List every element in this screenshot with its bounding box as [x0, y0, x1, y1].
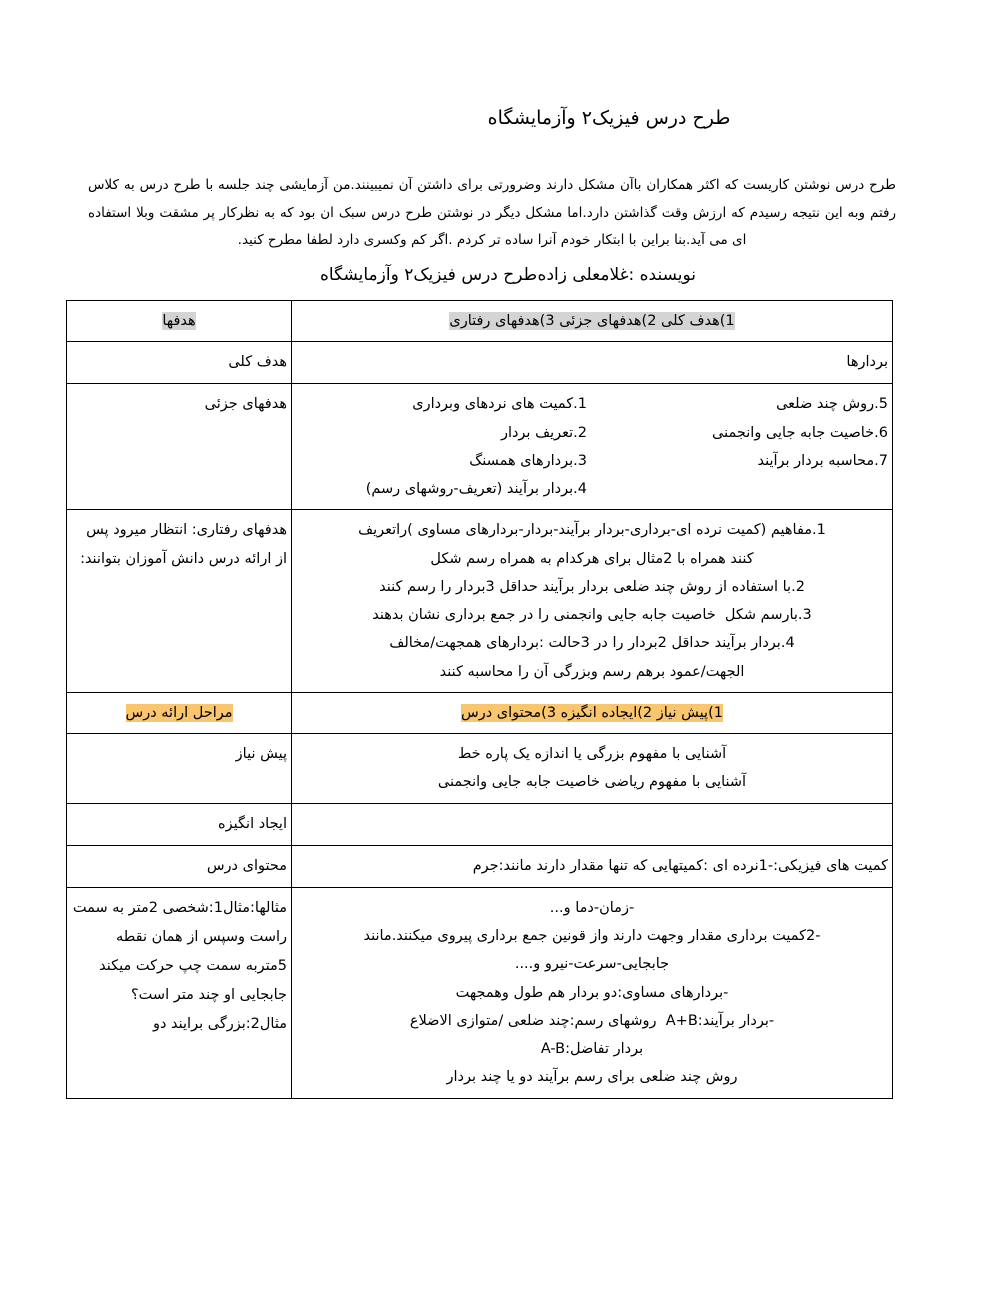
cell-examples-label [67, 887, 292, 1098]
cell-behavioral-goals-label [67, 510, 292, 693]
table-row-general-goal [67, 342, 893, 384]
subtitle-author-line [300, 262, 896, 289]
behavioral-goal-line: 1.مفاهیم (کمیت نرده ای-برداری-بردار برآیند-بردار-بردارهای مساوی )راتعریف [358, 522, 826, 539]
content-body-line: روش چند ضلعی برای رسم برآیند دو یا چند بردار [446, 1069, 738, 1086]
table-row-prerequisite [67, 734, 893, 804]
behavioral-goal-line: 2.با استفاده از روش چند ضلعی بردار برآیند حداقل 3بردار را رسم کنند [379, 578, 805, 595]
content-body-line: -2کمیت برداری مقدار وجهت دارند واز قونین جمع برداری پیروی میکنند.مانند [363, 927, 821, 944]
partial-goal-item: 4.بردار برآیند (تعریف-روشهای رسم) [365, 481, 587, 498]
cell-goals-header-label [67, 301, 292, 342]
table-row-stages [67, 692, 893, 733]
cell-behavioral-goals-content [292, 510, 893, 693]
example-line: به سمت راست وسپس از [72, 899, 287, 945]
content-body-line: -بردارهای مساوی:دو بردار هم طول وهمجهت [455, 984, 729, 1001]
intro-paragraph: طرح درس نوشتن کاریست که اکثر همکاران باآن مشکل دارند وضرورتی برای داشتن آن نمیبینند.من آزمایشی چند جلسه با طرح درس به کلاس رفتم وبه این نتیجه رسیدم که ارزش وقت گذاشتن دارد.اما مشکل دیگر در نوشتن طرح درس سبک ان بود که به نظرکار پر مشقت وبلا استفاده ای می آید.بنا براین با ابتکار خودم آنرا ساده تر کردم .اگر کم وکسری دارد لطفا مطرح کنید. [88, 177, 896, 249]
behavioral-goals-label-line: هدفهای رفتاری: انتظار میرود [113, 522, 287, 539]
partial-goal-item: 6.خاصیت جابه جایی وانجمنی [712, 424, 888, 441]
prerequisite-label: پیش نیاز [235, 746, 287, 763]
cell-partial-goals-label [67, 384, 292, 510]
example-line: مثال2:بزرگی برایند دو [152, 1015, 287, 1032]
motivation-label: ایجاد انگیزه [218, 815, 287, 832]
behavioral-goals-label-line: پس از ارائه درس دانش [86, 522, 287, 568]
content-body-line: بردار تفاضل:A-B [540, 1041, 644, 1058]
content-body-line: -بردار برآیند:A+B روشهای رسم:چند ضلعی /متوازی الاضلاع [409, 1012, 775, 1029]
prerequisite-line: آشنایی با مفهوم ریاضی خاصیت جابه جایی وانجمنی [437, 774, 747, 791]
content-body-line: جابجایی-سرعت-نیرو و.... [514, 956, 670, 973]
table-row-motivation [67, 803, 893, 845]
partial-goal-item [597, 475, 888, 503]
behavioral-goals-label-line: آموزان بتوانند: [80, 551, 167, 568]
partial-goal-item: 3.بردارهای همسنگ [469, 452, 587, 469]
cell-stages-label [67, 692, 292, 733]
table-row-partial-goals [67, 384, 893, 510]
document-title: طرح درس فیزیک۲ وآزمایشگاه [487, 107, 731, 129]
document-subtitle: طرح درس فیزیک۲ وآزمایشگاه [320, 265, 538, 285]
partial-goal-item: 7.محاسبه بردار برآیند [757, 452, 888, 469]
prerequisite-lines [296, 740, 888, 797]
cell-prerequisite-label [67, 734, 292, 804]
stages-label-text: مراحل ارائه درس [125, 704, 233, 721]
partial-goals-grid [296, 390, 888, 503]
content-body-lines [296, 894, 888, 1092]
partial-goals-label: هدفهای جزئی [204, 396, 287, 413]
example-line: چند متر است؟ [130, 986, 220, 1003]
table-row-behavioral-goals [67, 510, 893, 693]
behavioral-goals-lines [296, 516, 888, 686]
example-line: همان نقطه 5متربه سمت چپ [115, 928, 287, 974]
cell-motivation-content [292, 803, 893, 845]
partial-goal-item: 2.تعریف بردار [500, 424, 587, 441]
lesson-content-label: محتوای درس [206, 857, 287, 874]
cell-goals-header-content [292, 301, 893, 342]
behavioral-goal-line: الجهت/عمود برهم رسم وبزرگی آن را محاسبه کنند [439, 663, 745, 680]
cell-motivation-label [67, 803, 292, 845]
example-line: حرکت میکند جابجایی او [99, 957, 287, 1003]
prerequisite-line: آشنایی با مفهوم بزرگی یا اندازه یک پاره خط [457, 746, 727, 763]
author-name: نویسنده :غلامعلی زاده [537, 265, 696, 285]
cell-partial-goals-content [292, 384, 893, 510]
example-line: مثالها:مثال1:شخصی 2متر [128, 899, 287, 916]
lesson-content-first-line: کمیت های فیزیکی:-1نرده ای :کمیتهایی که تنها مقدار دارند مانند:جرم [472, 857, 888, 874]
partial-goal-item: 5.روش چند ضلعی [776, 396, 888, 413]
behavioral-goal-line: کنند همراه با 2مثال برای هرکدام به همراه رسم شکل [430, 550, 754, 567]
cell-stages-content [292, 692, 893, 733]
partial-goal-item: 1.کمیت های نردهای وبرداری [412, 396, 587, 413]
cell-lesson-content-head [292, 845, 893, 887]
cell-general-goal-content [292, 342, 893, 384]
general-goal-text: بردارها [846, 354, 888, 371]
cell-content-body [292, 887, 893, 1098]
goals-header-label-text: هدفها [162, 313, 196, 329]
goals-header-text: 1)هدف کلی 2)هدفهای جزئی 3)هدفهای رفتاری [449, 313, 735, 329]
general-goal-label: هدف کلی [228, 354, 287, 371]
content-body-line: -زمان-دما و... [549, 899, 635, 916]
behavioral-goal-line: 4.بردار برآیند حداقل 2بردار را در 3حالت :بردارهای همجهت/مخالف [389, 635, 795, 652]
table-row-examples [67, 887, 893, 1098]
cell-prerequisite-content [292, 734, 893, 804]
behavioral-goal-line: 3.بارسم شکل خاصیت جابه جایی وانجمنی را در جمع برداری نشان بدهند [372, 607, 812, 624]
cell-general-goal-label [67, 342, 292, 384]
lesson-plan-table [66, 300, 893, 1099]
stages-text: 1)پیش نیاز 2)ایجاده انگیزه 3)محتوای درس [461, 704, 723, 721]
examples-lines [71, 894, 287, 1039]
table-row-lesson-content-head [67, 845, 893, 887]
cell-lesson-content-label [67, 845, 292, 887]
behavioral-goals-label-lines [71, 516, 287, 574]
table-row-header [67, 301, 893, 342]
